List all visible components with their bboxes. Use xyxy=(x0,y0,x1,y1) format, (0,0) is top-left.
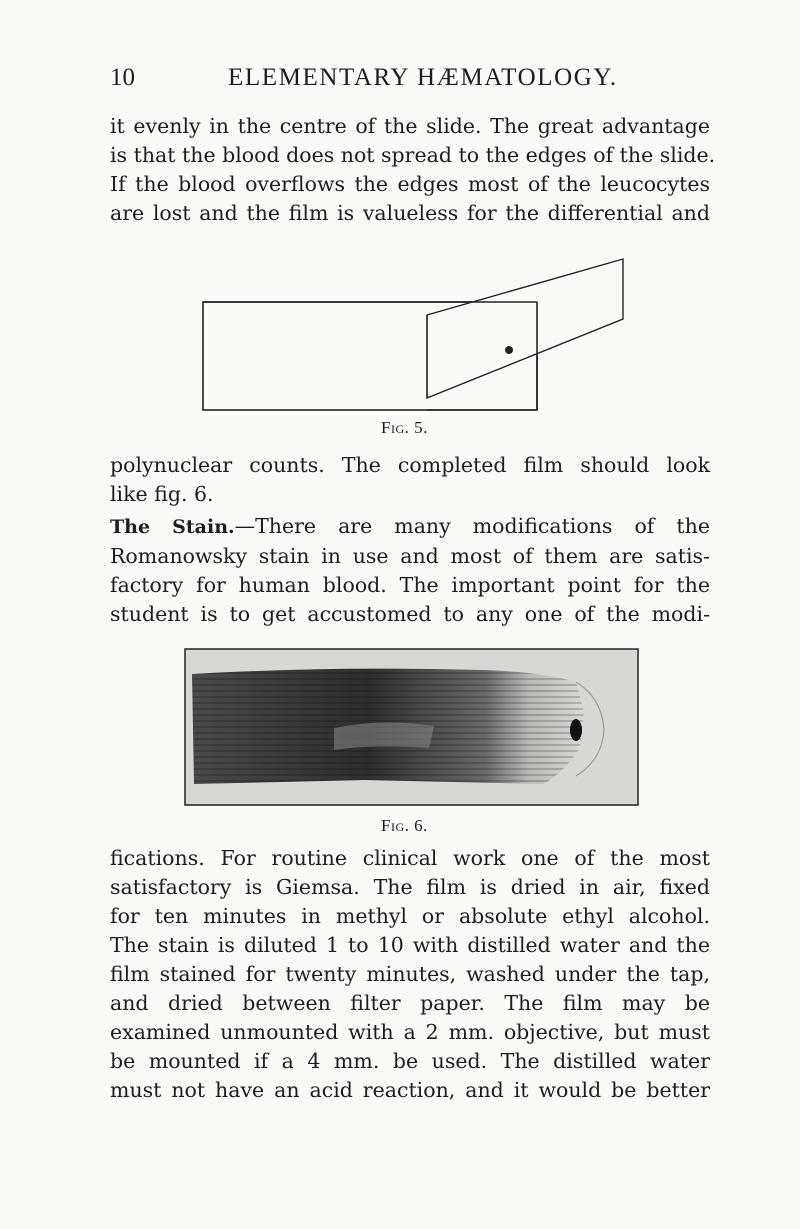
text-line: for ten minutes in methyl or absolute ethyl alcohol. xyxy=(110,904,710,928)
text-line: The stain is diluted 1 to 10 with distilled water and the xyxy=(110,933,710,957)
blood-drop xyxy=(505,346,513,354)
page-header xyxy=(0,64,800,104)
figure-5-slide-diagram xyxy=(195,255,635,420)
page-number: 10 xyxy=(110,64,135,91)
text-line: and dried between filter paper. The film may be xyxy=(110,991,710,1015)
text-line: examined unmounted with a 2 mm. objective, but must xyxy=(110,1020,710,1044)
figure-5-caption: Fig. 5. xyxy=(381,418,428,437)
figure-6-blood-film-photo xyxy=(184,648,639,806)
text-line xyxy=(110,512,710,542)
text-line: like fig. 6. xyxy=(110,482,214,506)
section-heading-the-stain: The Stain. xyxy=(110,516,235,538)
paragraph-3 xyxy=(110,512,710,629)
figure-6-caption: Fig. 6. xyxy=(381,816,428,835)
paragraph-4 xyxy=(110,844,710,1105)
running-title: ELEMENTARY HÆMATOLOGY. xyxy=(228,64,618,91)
spreader-slide-outline xyxy=(427,259,623,398)
text-line: polynuclear counts. The completed film should look xyxy=(110,453,710,477)
text-line: If the blood overflows the edges most of the leucocytes xyxy=(110,172,710,196)
text-line: must not have an acid reaction, and it would be better xyxy=(110,1078,710,1102)
text-line: are lost and the film is valueless for the differential and xyxy=(110,201,710,225)
paragraph-1 xyxy=(110,112,716,228)
text-line: is that the blood does not spread to the edges of the slide. xyxy=(110,143,716,167)
text-line: fications. For routine clinical work one of the most xyxy=(110,846,710,870)
text-line: satisfactory is Giemsa. The film is dried in air, fixed xyxy=(110,875,710,899)
text-line: be mounted if a 4 mm. be used. The distilled water xyxy=(110,1049,710,1073)
text-line: film stained for twenty minutes, washed under the tap, xyxy=(110,962,710,986)
smear-highlight xyxy=(334,722,434,750)
text-line: student is to get accustomed to any one of the modi- xyxy=(110,602,710,626)
text-line: factory for human blood. The important point for the xyxy=(110,573,710,597)
paragraph-2 xyxy=(110,451,710,509)
blood-drop-remnant xyxy=(570,719,582,741)
text-line: it evenly in the centre of the slide. The great advantage xyxy=(110,114,710,138)
text-line: Romanowsky stain in use and most of them are satis- xyxy=(110,544,710,568)
text-fragment: —There are many modifications of the xyxy=(234,514,710,538)
